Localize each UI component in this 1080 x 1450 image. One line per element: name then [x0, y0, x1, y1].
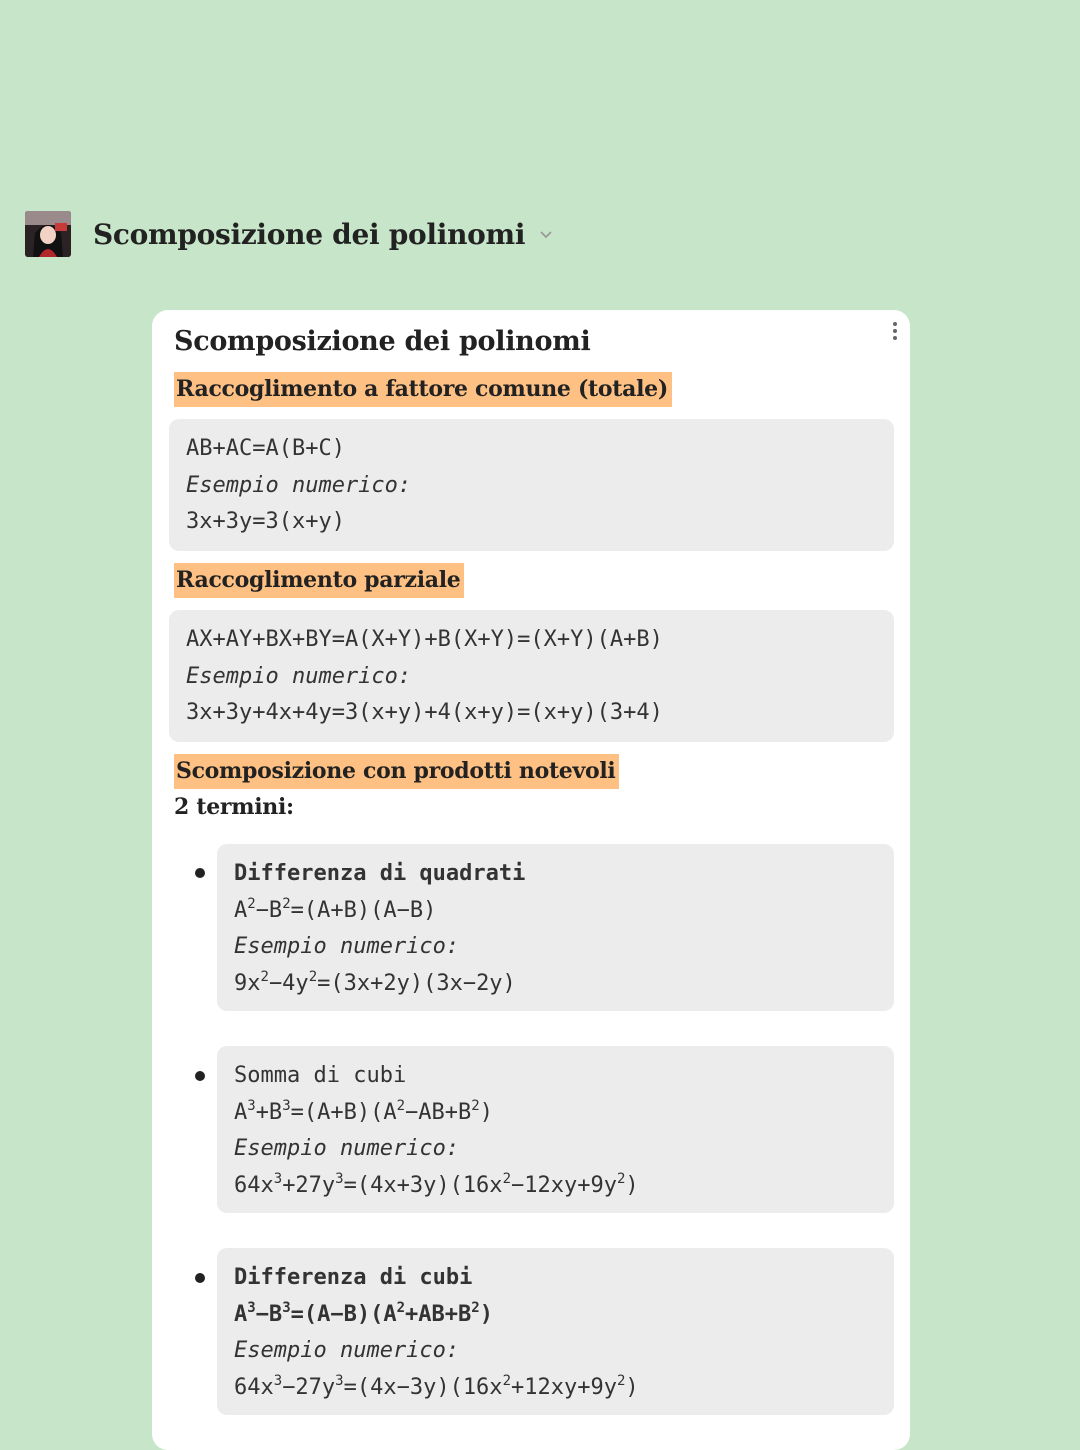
- example: $9x^2-4y^2=(3x+2y)(3x-2y)$: [234, 968, 516, 996]
- formula: $A^3+B^3=(A+B)(A^2-AB+B^2)$: [234, 1097, 493, 1125]
- formula: AB+AC=A(B+C): [186, 436, 345, 461]
- section-heading-raccoglimento-totale: Raccoglimento a fattore comune (totale): [174, 372, 672, 407]
- note-title: Scomposizione dei polinomi: [174, 326, 591, 357]
- item-name: Differenza di quadrati: [234, 861, 526, 886]
- code-block-differenza-cubi: [217, 1248, 894, 1415]
- bullet: [195, 1071, 205, 1081]
- page-title: Scomposizione dei polinomi: [93, 217, 526, 251]
- example-label: Esempio numerico:: [234, 1136, 460, 1161]
- code-block-somma-cubi: [217, 1046, 894, 1213]
- item-name: Somma di cubi: [234, 1063, 407, 1088]
- code-block-differenza-quadrati: [217, 844, 894, 1011]
- example: $64x^3-27y^3=(4x-3y)(16x^2+12xy+9y^2)$: [234, 1372, 639, 1400]
- note-card: [152, 310, 910, 1450]
- chevron-down-icon[interactable]: [539, 227, 553, 245]
- formula: AX+AY+BX+BY=A(X+Y)+B(X+Y)=(X+Y)(A+B): [186, 627, 663, 652]
- code-block-raccoglimento-totale: [169, 419, 894, 551]
- example: 3x+3y+4x+4y=3(x+y)+4(x+y)=(x+y)(3+4): [186, 700, 663, 725]
- example-label: Esempio numerico:: [234, 1338, 460, 1363]
- kebab-menu-icon[interactable]: [890, 320, 900, 342]
- section-heading-raccoglimento-parziale: Raccoglimento parziale: [174, 563, 464, 598]
- example-label: Esempio numerico:: [186, 472, 412, 498]
- example: $64x^3+27y^3=(4x+3y)(16x^2-12xy+9y^2)$: [234, 1170, 639, 1198]
- example: 3x+3y=3(x+y): [186, 509, 345, 534]
- bullet: [195, 868, 205, 878]
- formula: $A^2-B^2=(A+B)(A-B)$: [234, 895, 437, 923]
- formula: $A^3-B^3=(A-B)(A^2+AB+B^2)$: [234, 1299, 493, 1327]
- example-label: Esempio numerico:: [234, 934, 460, 959]
- item-name: Differenza di cubi: [234, 1265, 473, 1290]
- section-heading-prodotti-notevoli: Scomposizione con prodotti notevoli: [174, 754, 619, 789]
- code-block-raccoglimento-parziale: [169, 610, 894, 742]
- example-label: Esempio numerico:: [186, 663, 412, 689]
- avatar[interactable]: [25, 211, 71, 257]
- page-header: [25, 210, 553, 258]
- subheading-2-termini: 2 termini:: [174, 794, 294, 820]
- bullet: [195, 1273, 205, 1283]
